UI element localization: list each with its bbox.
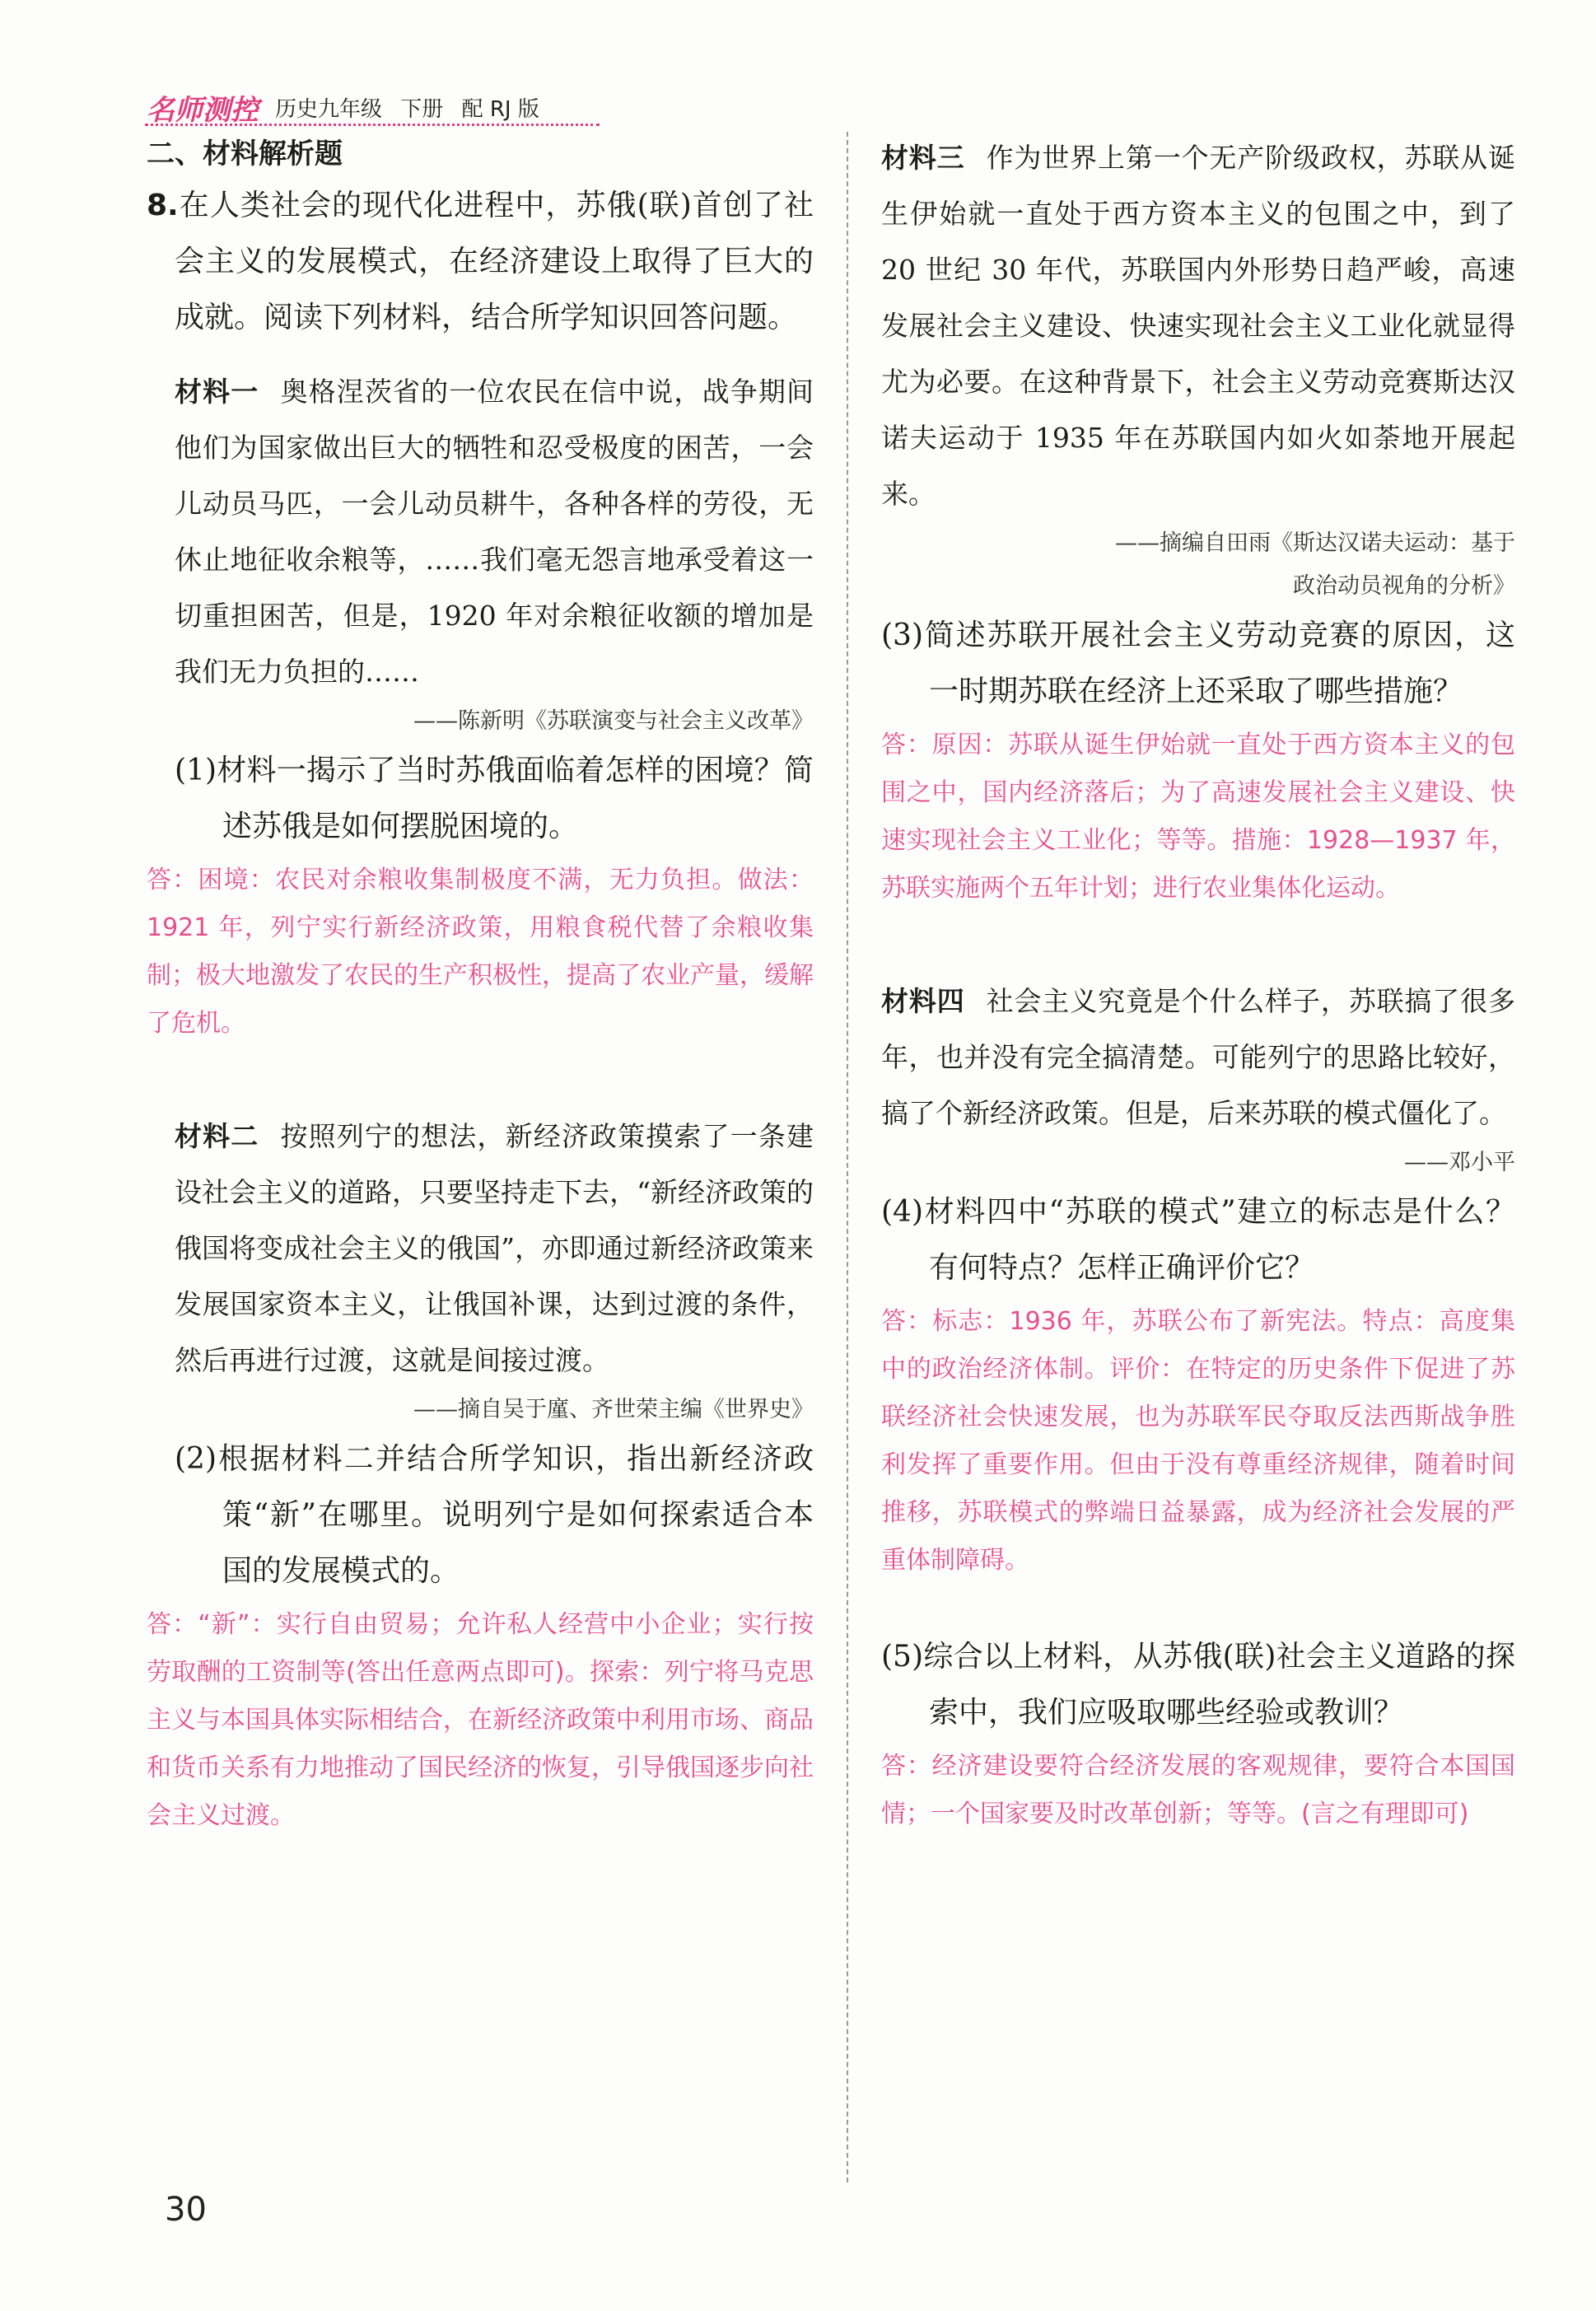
- material-1: [147, 364, 814, 700]
- column-divider: [847, 132, 848, 2183]
- question-number: 8.: [147, 189, 179, 222]
- material-text: 作为世界上第一个无产阶级政权，苏联从诞生伊始就一直处于西方资本主义的包围之中，到了 20 世纪 30 年代，苏联国内外形势日趋严峻，高速发展社会主义建设、快速实现社会主义工业化就显得尤为必要。在这种背景下，社会主义劳动竞赛斯达汉诺夫运动于 1935 年在苏联国内如火如荼地开展起来。: [881, 142, 1516, 510]
- right-column: [881, 130, 1515, 1838]
- subquestion-5: [881, 1629, 1515, 1741]
- edition-label: 配 RJ 版: [461, 96, 539, 122]
- material-source: ——摘自吴于廑、齐世荣主编《世界史》: [413, 1397, 814, 1422]
- material-text: 按照列宁的想法，新经济政策摸索了一条建设社会主义的道路，只要坚持走下去，“新经济政策的俄国将变成社会主义的俄国”，亦即通过新经济政策来发展国家资本主义，让俄国补课，达到过渡的条件，然后再进行过渡，这就是间接过渡。: [175, 1120, 814, 1376]
- subquestion-4: [881, 1184, 1515, 1296]
- material-text: 奥格涅茨省的一位农民在信中说，战争期间他们为国家做出巨大的牺牲和忍受极度的困苦，一会儿动员马匹，一会儿动员耕牛，各种各样的劳役，无休止地征收余粮等，……我们毫无怨言地承受着这一切重担困苦，但是，1920 年对余粮征收额的增加是我们无力负担的……: [175, 376, 814, 688]
- material-2: [147, 1109, 814, 1389]
- material-3: [881, 130, 1515, 522]
- answer-3: 答：原因：苏联从诞生伊始就一直处于西方资本主义的包围之中，国内经济落后；为了高速发展社会主义建设、快速实现社会主义工业化；等等。措施：1928—1937 年，苏联实施两个五年计划；进行农业集体化运动。: [881, 731, 1515, 903]
- left-column: [147, 130, 814, 1840]
- subquestion-label: (1): [175, 754, 217, 787]
- header-divider: [145, 124, 600, 126]
- material-label: 材料一: [175, 376, 259, 408]
- answer-4: 答：标志：1936 年，苏联公布了新宪法。特点：高度集中的政治经济体制。评价：在特定的历史条件下促进了苏联经济社会快速发展，也为苏联军民夺取反法西斯战争胜利发挥了重要作用。但由于没有尊重经济规律，随着时间推移，苏联模式的弊端日益暴露，成为经济社会发展的严重体制障碍。: [881, 1307, 1515, 1575]
- subquestion-1: [175, 743, 814, 855]
- subquestion-text: 根据材料二并结合所学知识，指出新经济政策“新”在哪里。说明列宁是如何探索适合本国的发展模式的。: [217, 1442, 814, 1588]
- material-label: 材料四: [881, 985, 965, 1017]
- section-title: 二、材料解析题: [147, 138, 343, 170]
- material-source: ——邓小平: [1404, 1150, 1515, 1175]
- subquestion-label: (3): [881, 619, 923, 652]
- answer-1: 答：困境：农民对余粮收集制极度不满，无力负担。做法：1921 年，列宁实行新经济政策，用粮食税代替了余粮收集制；极大地激发了农民的生产积极性，提高了农业产量，缓解了危机。: [147, 866, 814, 1038]
- page-header: [147, 86, 551, 128]
- subquestion-text: 简述苏联开展社会主义劳动竞赛的原因，这一时期苏联在经济上还采取了哪些措施？: [923, 619, 1515, 708]
- subject-label: 历史九年级: [275, 96, 383, 122]
- subquestion-label: (5): [881, 1640, 923, 1674]
- material-label: 材料三: [881, 142, 965, 174]
- subquestion-3: [881, 608, 1515, 720]
- material-source: ——摘编自田雨《斯达汉诺夫运动：基于: [1115, 530, 1515, 556]
- answer-5: 答：经济建设要符合经济发展的客观规律，要符合本国国情；一个国家要及时改革创新；等等。(言之有理即可): [881, 1752, 1515, 1828]
- page-number: 30: [165, 2191, 207, 2229]
- subquestion-text: 材料四中“苏联的模式”建立的标志是什么？有何特点？怎样正确评价它？: [923, 1195, 1515, 1285]
- material-source: ——陈新明《苏联演变与社会主义改革》: [413, 708, 814, 734]
- brand-logo: 名师测控: [147, 93, 259, 127]
- subquestion-2: [175, 1431, 814, 1599]
- book-meta: [275, 92, 551, 123]
- material-label: 材料二: [175, 1120, 259, 1152]
- answer-2: 答：“新”：实行自由贸易；允许私人经营中小企业；实行按劳取酬的工资制等(答出任意两点即可)。探索：列宁将马克思主义与本国具体实际相结合，在新经济政策中利用市场、商品和货币关系有力地推动了国民经济的恢复，引导俄国逐步向社会主义过渡。: [147, 1610, 814, 1830]
- subquestion-label: (2): [175, 1442, 217, 1476]
- subquestion-text: 综合以上材料，从苏俄(联)社会主义道路的探索中，我们应吸取哪些经验或教训？: [923, 1640, 1515, 1730]
- material-4: [881, 973, 1515, 1141]
- material-text: 社会主义究竟是个什么样子，苏联搞了很多年，也并没有完全搞清楚。可能列宁的思路比较好，搞了个新经济政策。但是，后来苏联的模式僵化了。: [881, 985, 1516, 1129]
- question-intro-text: 在人类社会的现代化进程中，苏俄(联)首创了社会主义的发展模式，在经济建设上取得了巨大的成就。阅读下列材料，结合所学知识回答问题。: [175, 189, 814, 334]
- question-intro: [147, 178, 814, 346]
- subquestion-label: (4): [881, 1195, 923, 1229]
- volume-label: 下册: [400, 96, 444, 122]
- material-source-cont: 政治动员视角的分析》: [1293, 573, 1515, 599]
- subquestion-text: 材料一揭示了当时苏俄面临着怎样的困境？简述苏俄是如何摆脱困境的。: [217, 754, 814, 843]
